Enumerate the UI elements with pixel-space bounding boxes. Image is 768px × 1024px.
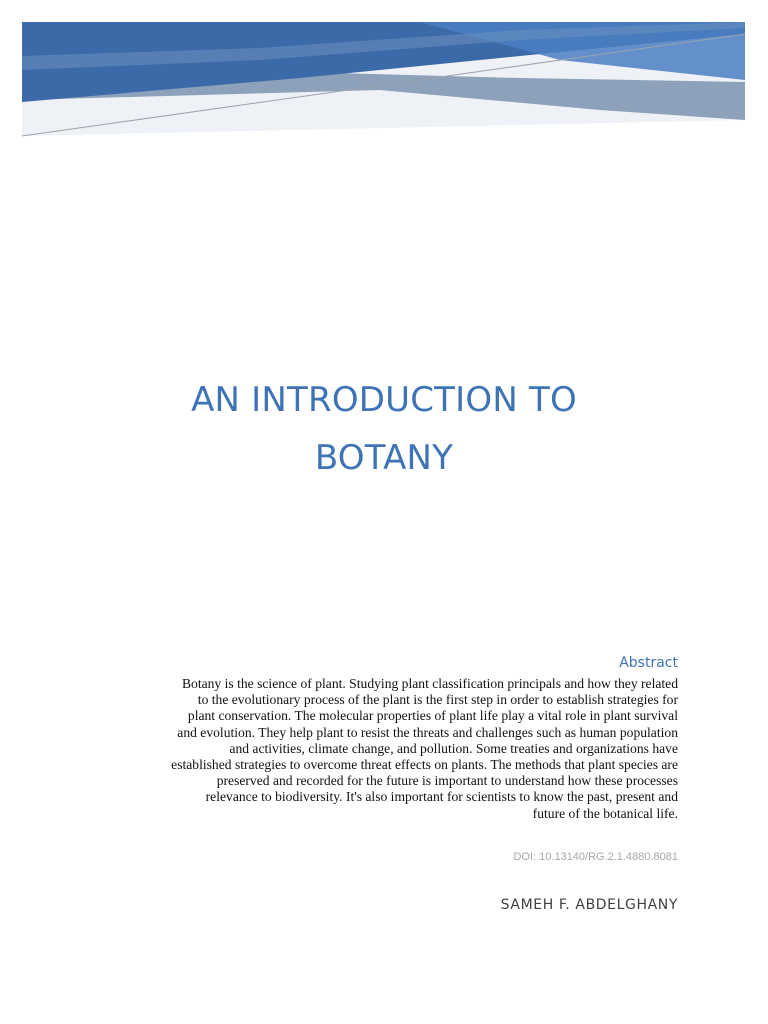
title-line-2: BOTANY <box>314 438 454 478</box>
abstract-heading: Abstract <box>619 655 678 671</box>
header-banner <box>0 0 768 150</box>
author-name: SAMEH F. ABDELGHANY <box>500 897 678 913</box>
doi-label: DOI: 10.13140/RG.2.1.4880.8081 <box>513 851 678 863</box>
title-line-1: AN INTRODUCTION TO <box>191 380 577 420</box>
abstract-body: Botany is the science of plant. Studying plant classification principals and how they related to the evolutionary process of the plant is the first step in order to establish strategies for plant conservation. The molecular properties of plant life play a vital role in plant survival and evolution. They help plant to resist the threats and challenges such as human population and activities, climate change, and pollution. Some treaties and organizations have established strategies to overcome threat effects on plants. The methods that plant species are preserved and recorded for the future is important to understand how these processes relevance to biodiversity. It's also important for scientists to know the past, present and future of the botanical life. <box>171 676 678 821</box>
